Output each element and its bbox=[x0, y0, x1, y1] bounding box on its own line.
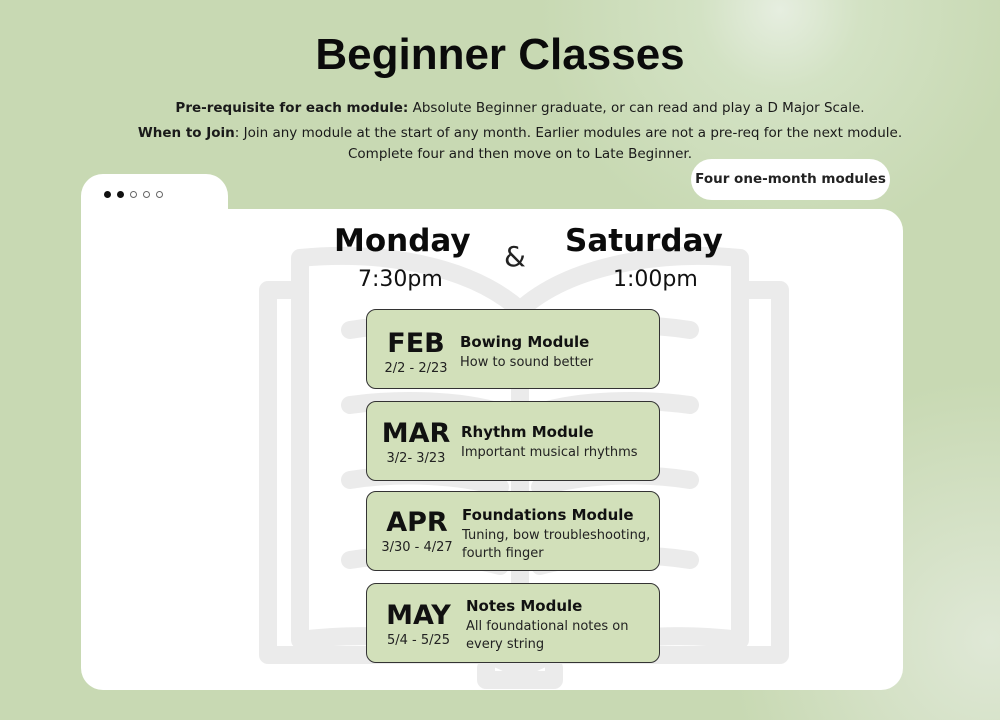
module-date-range: 3/2- 3/23 bbox=[386, 451, 446, 466]
module-description: All foundational notes on every string bbox=[466, 619, 629, 652]
module-month: APR bbox=[386, 507, 448, 538]
module-name: Rhythm Module bbox=[461, 423, 594, 441]
prerequisite-text: Absolute Beginner graduate, or can read and play a D Major Scale. bbox=[408, 100, 865, 116]
module-name: Notes Module bbox=[466, 597, 583, 615]
modules-badge: Four one-month modules bbox=[691, 159, 890, 200]
day-monday: Monday bbox=[334, 223, 471, 259]
time-saturday: 1:00pm bbox=[613, 267, 698, 292]
time-monday: 7:30pm bbox=[358, 267, 443, 292]
module-date-range: 3/30 - 4/27 bbox=[381, 540, 453, 555]
page-title: Beginner Classes bbox=[315, 30, 685, 79]
module-description: Important musical rhythms bbox=[461, 445, 638, 460]
module-description: How to sound better bbox=[460, 355, 594, 370]
module-card-mar bbox=[366, 401, 660, 481]
module-name: Bowing Module bbox=[460, 333, 590, 351]
module-name: Foundations Module bbox=[462, 506, 634, 524]
module-description: Tuning, bow troubleshooting, fourth finger bbox=[462, 528, 651, 561]
ampersand: & bbox=[504, 240, 526, 273]
module-date-range: 5/4 - 5/25 bbox=[386, 633, 451, 648]
module-date-range: 2/2 - 2/23 bbox=[384, 361, 448, 376]
module-month: MAR bbox=[381, 418, 451, 449]
module-card-may bbox=[366, 583, 660, 663]
module-month: FEB bbox=[387, 328, 445, 359]
prerequisite-label: Pre-requisite for each module: bbox=[175, 100, 409, 116]
module-card-feb bbox=[366, 309, 660, 389]
day-saturday: Saturday bbox=[565, 223, 723, 259]
module-card-apr bbox=[366, 491, 660, 571]
when-to-join-label: When to Join bbox=[137, 125, 235, 141]
when-to-join-text: : Join any module at the start of any month. Earlier modules are not a pre-req for the next module. Complete four and then move on to Late Beginner. bbox=[234, 125, 903, 162]
module-month: MAY bbox=[386, 600, 451, 631]
